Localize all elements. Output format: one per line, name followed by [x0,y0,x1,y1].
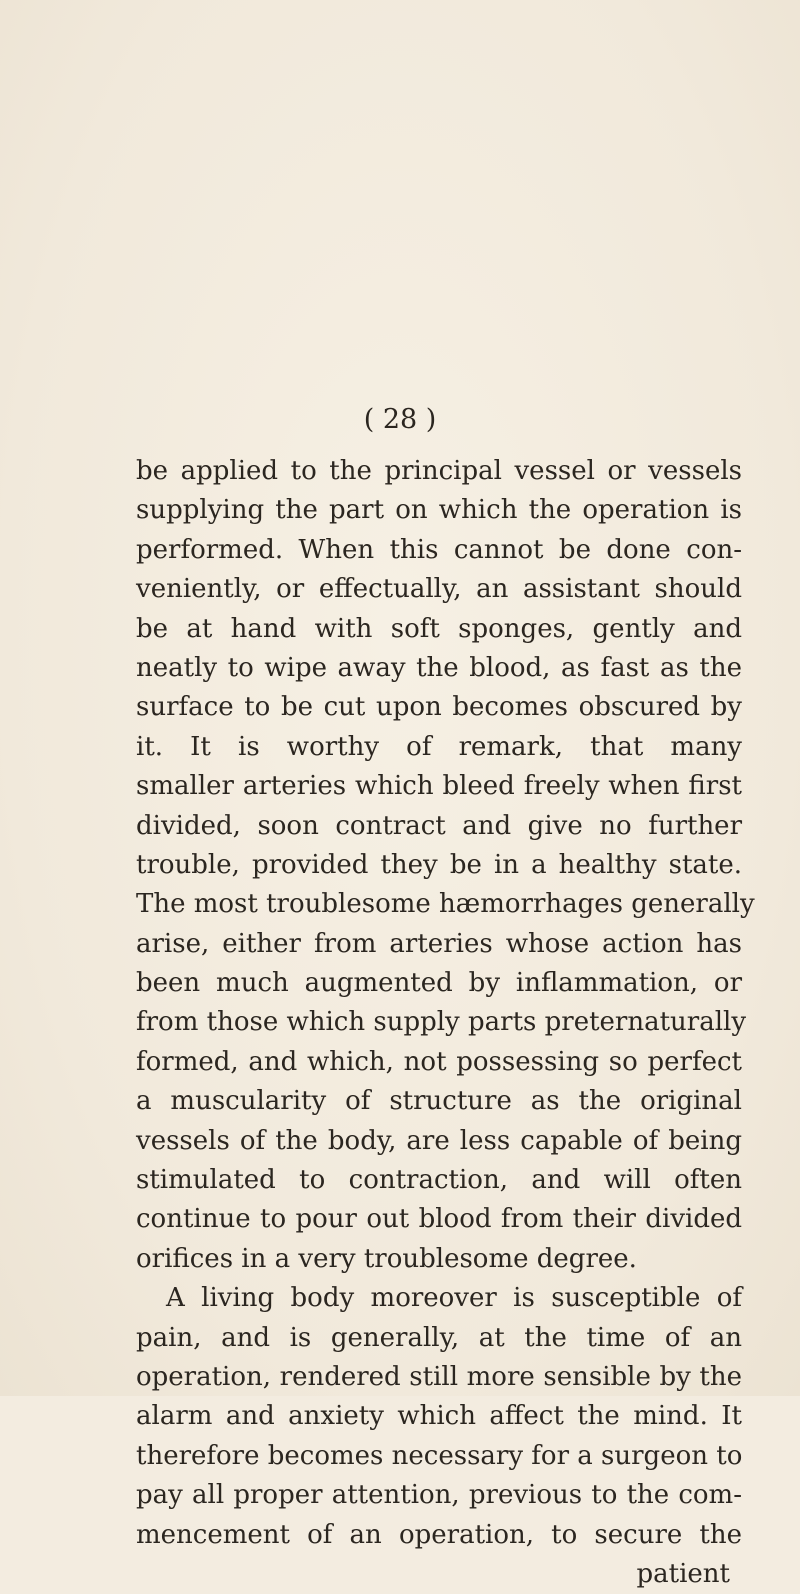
text-line: neatly to wipe away the blood, as fast as the [136,652,742,683]
text-line: The most troublesome hæmorrhages generally [136,889,755,920]
text-line: arise, either from arteries whose action has [136,928,742,959]
text-line: a muscularity of structure as the original [136,1086,742,1117]
text-line: surface to be cut upon becomes obscured by [136,692,742,723]
text-line: supplying the part on which the operation is [136,495,742,526]
catchword: patient [636,1558,730,1589]
text-line: mencement of an operation, to secure the [136,1519,742,1550]
text-line: formed, and which, not possessing so perfect [136,1046,742,1077]
text-line: continue to pour out blood from their divided [136,1204,742,1235]
body-text [136,452,755,1594]
text-line: be at hand with soft sponges, gently and [136,613,742,644]
text-line: be applied to the principal vessel or vessels [136,456,742,486]
text-line: been much augmented by inflammation, or [136,968,742,999]
page-number: ( 28 ) [363,404,437,435]
text-line: it. It is worthy of remark, that many [136,731,742,762]
text-line: orifices in a very troublesome degree. [136,1243,637,1274]
text-line: operation, rendered still more sensible by the [136,1361,742,1392]
text-line: divided, soon contract and give no further [136,810,742,841]
text-line: A living body moreover is susceptible of [166,1283,742,1314]
text-line: pay all proper attention, previous to the com- [136,1480,742,1511]
text-line: from those which supply parts preternaturally [136,1007,747,1038]
text-line: veniently, or effectually, an assistant should [136,574,742,605]
text-line: performed. When this cannot be done con- [136,534,742,565]
text-line: smaller arteries which bleed freely when first [136,771,742,802]
text-line: pain, and is generally, at the time of an [136,1322,742,1353]
text-line: trouble, provided they be in a healthy state. [136,849,742,880]
text-line: alarm and anxiety which affect the mind. It [136,1401,742,1432]
text-line: therefore becomes necessary for a surgeon to [136,1440,743,1471]
text-line: stimulated to contraction, and will often [136,1165,742,1196]
text-line: vessels of the body, are less capable of being [136,1125,742,1156]
